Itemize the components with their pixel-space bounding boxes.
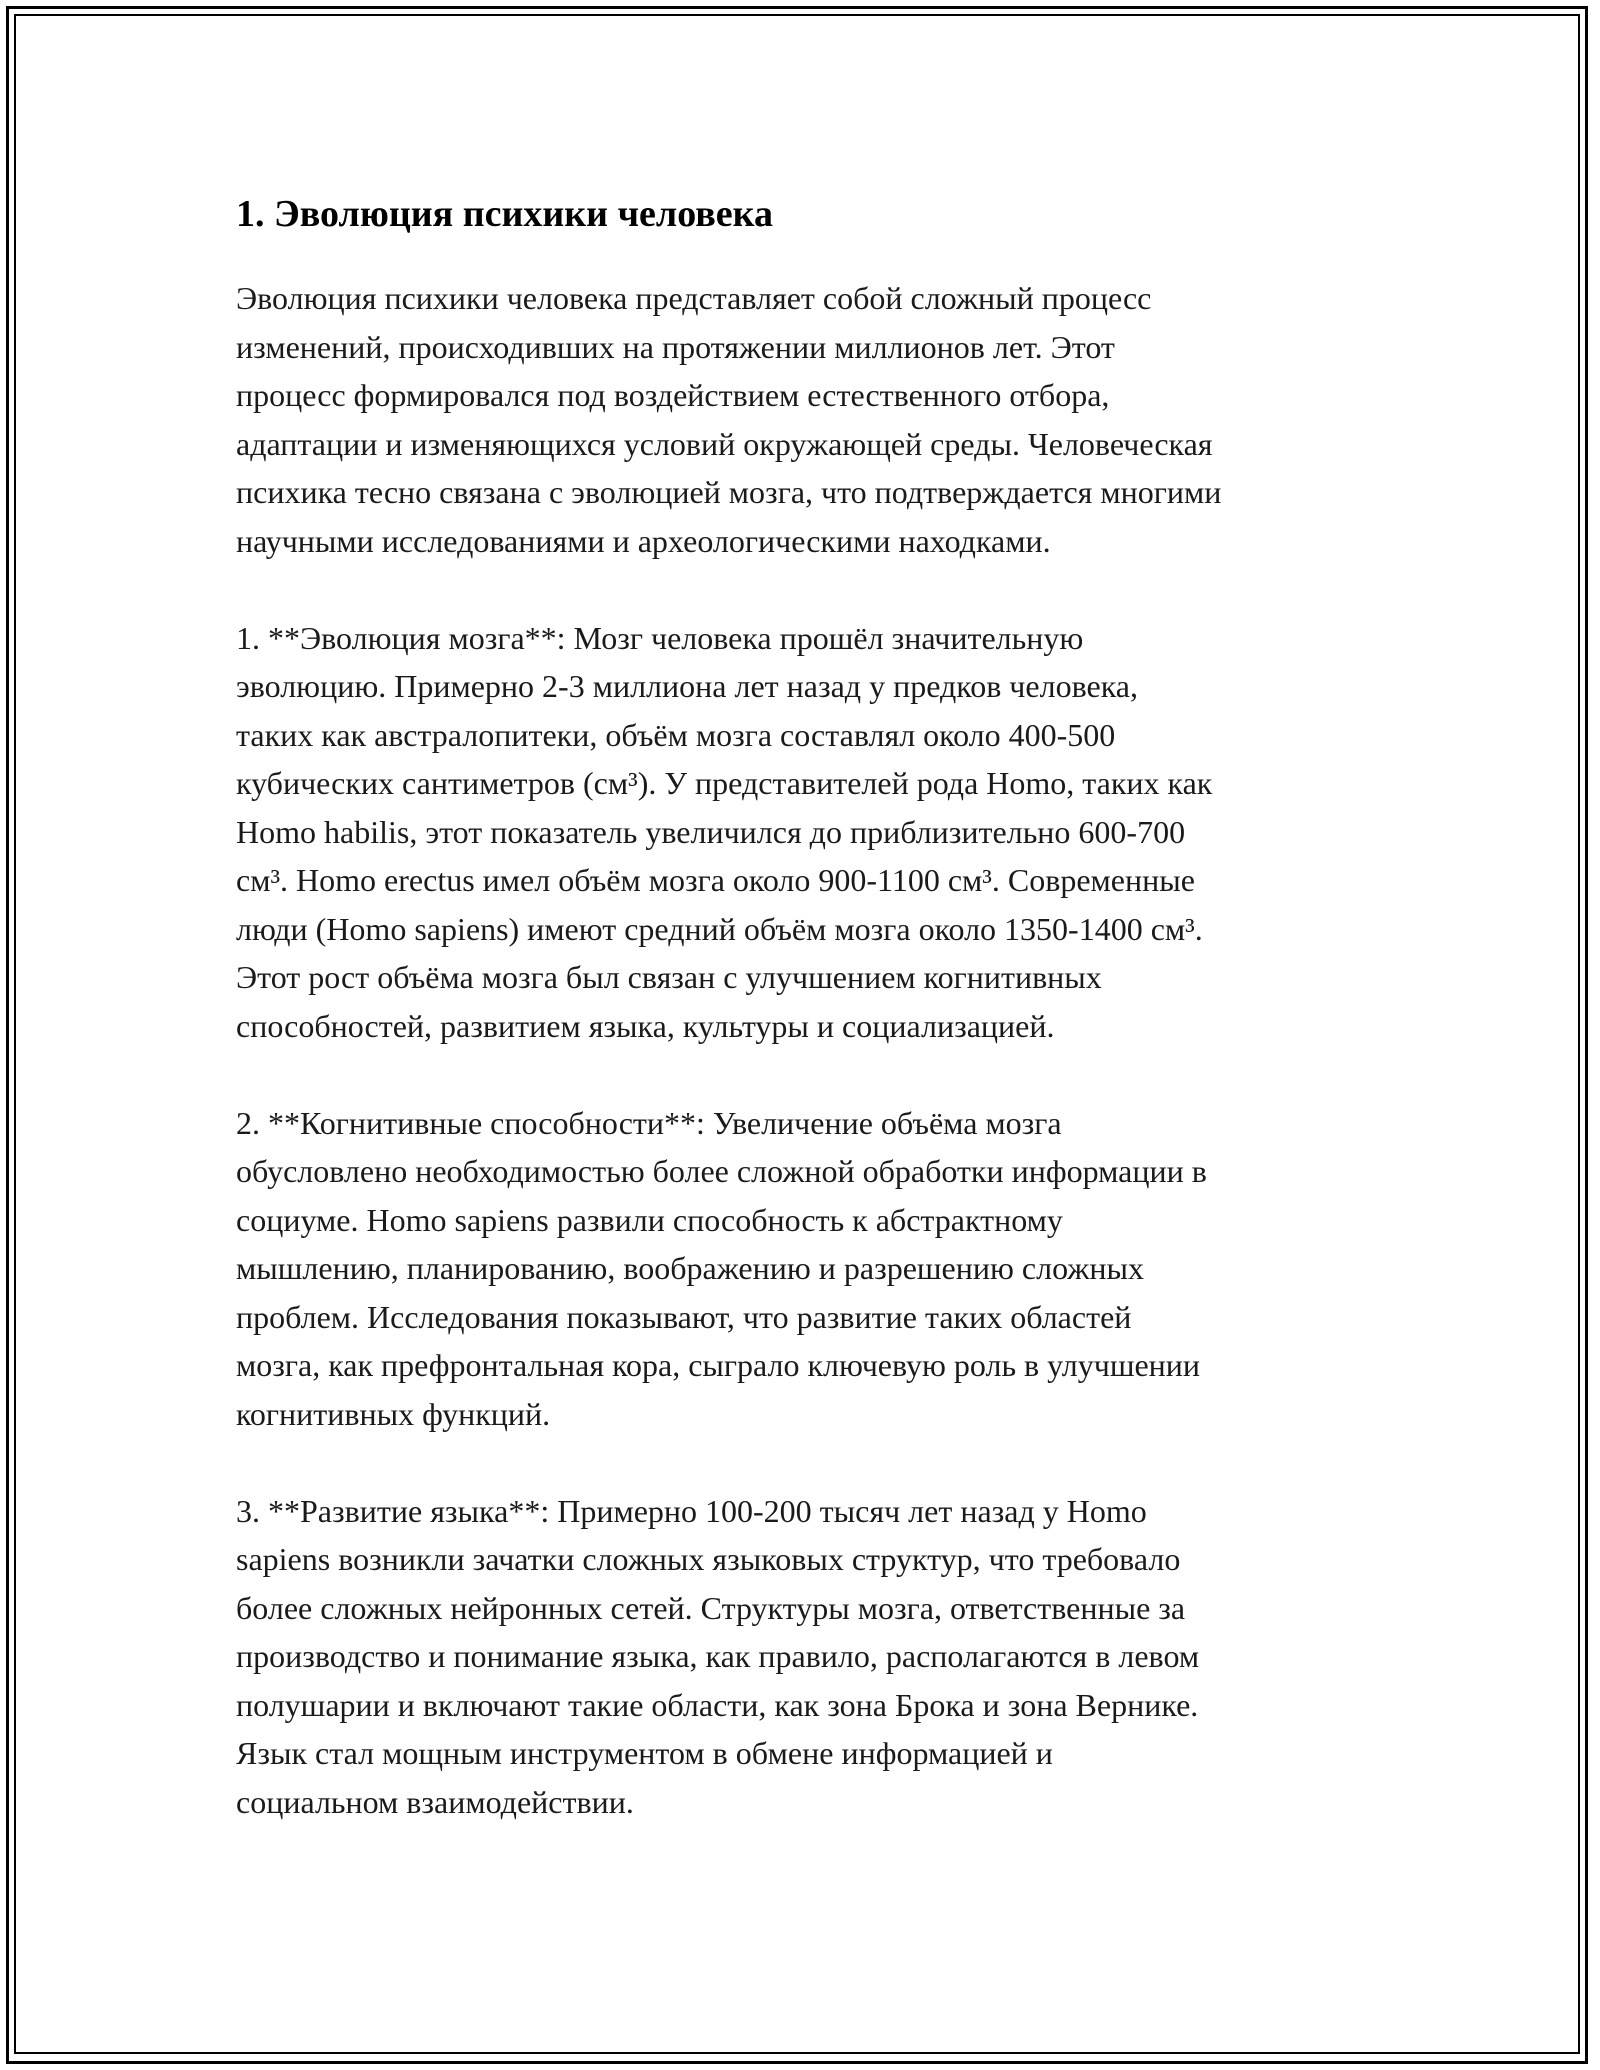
language-development-paragraph: 3. **Развитие языка**: Примерно 100-200 тысяч лет назад у Homo sapiens возникли зачатки сложных языковых структур, что требовало более сложных нейронных сетей. Структуры мозга, ответственные за производство и понимание языка, как правило, располагаются в левом полушарии и включают такие области, как зона Брока и зона Вернике. Язык стал мощным инструментом в обмене информацией и социальном взаимодействии.: [236, 1492, 1200, 1820]
section-heading: 1. Эволюция психики человека: [236, 193, 773, 235]
cognitive-abilities-paragraph: 2. **Когнитивные способности**: Увеличение объёма мозга обусловлено необходимостью более сложной обработки информации в социуме. Homo sapiens развили способность к абстрактному мышлению, планированию, воображению и разрешению сложных проблем. Исследования показывают, что развитие таких областей мозга, как префронтальная кора, сыграло ключевую роль в улучшении когнитивных функций.: [236, 1104, 1207, 1432]
document-page: [236, 188, 1416, 1826]
brain-evolution-paragraph: 1. **Эволюция мозга**: Мозг человека прошёл значительную эволюцию. Примерно 2-3 миллиона лет назад у предков человека, таких как австралопитеки, объём мозга составлял около 400-500 кубических сантиметров (см³). У представителей рода Homo, таких как Homo habilis, этот показатель увеличился до приблизительно 600-700 см³. Homo erectus имел объём мозга около 900-1100 см³. Современные люди (Homo sapiens) имеют средний объём мозга около 1350-1400 см³. Этот рост объёма мозга был связан с улучшением когнитивных способностей, развитием языка, культуры и социализацией.: [236, 619, 1213, 1044]
paragraph-spacer: [236, 1050, 1416, 1099]
paragraph-spacer: [236, 1438, 1416, 1487]
intro-paragraph: Эволюция психики человека представляет собой сложный процесс изменений, происходивших на протяжении миллионов лет. Этот процесс формировался под воздействием естественного отбора, адаптации и изменяющихся условий окружающей среды. Человеческая психика тесно связана с эволюцией мозга, что подтверждается многими научными исследованиями и археологическими находками.: [236, 280, 1222, 559]
paragraph-spacer: [236, 565, 1416, 614]
